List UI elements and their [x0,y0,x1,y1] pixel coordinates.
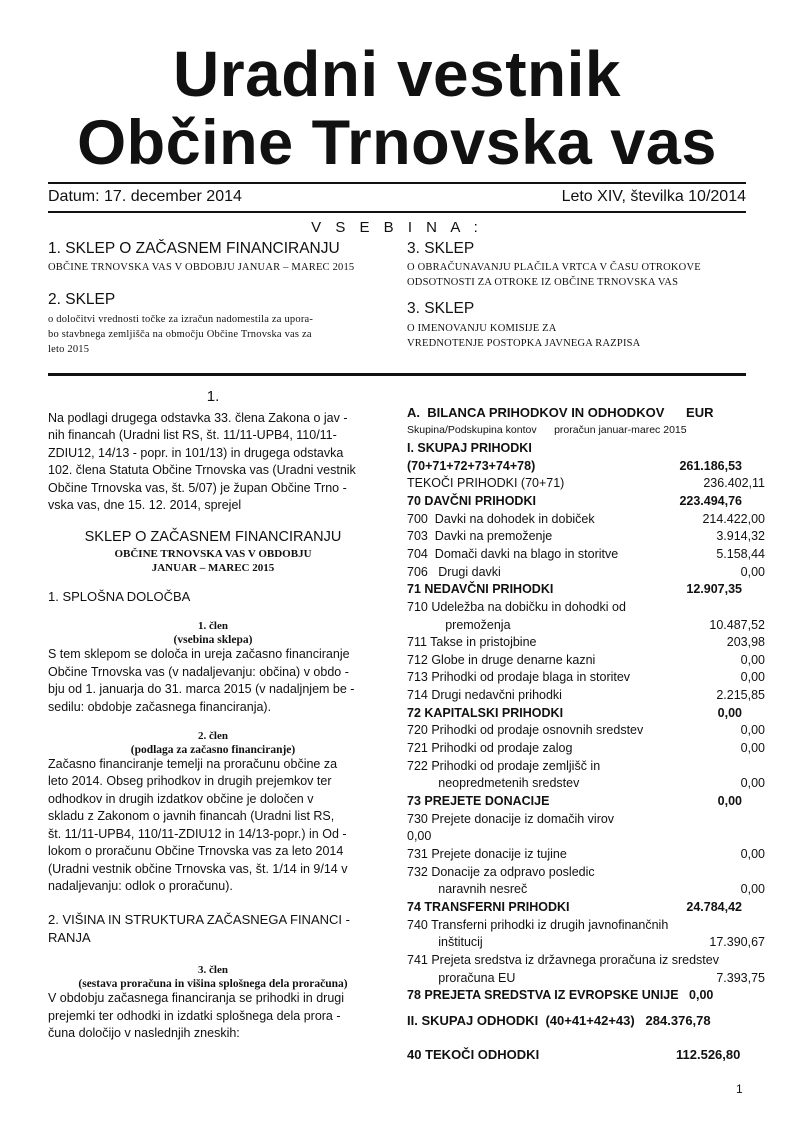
balance-row-value: 236.402,11 [703,476,765,491]
article-number: 3. člen [198,964,228,977]
balance-row-label: 73 PREJETE DONACIJE [407,794,550,808]
balance-row-label: TEKOČI PRIHODKI (70+71) [407,476,565,491]
balance-row-label: premoženja [407,617,511,632]
toc-item-1[interactable] [48,240,388,275]
balance-row-label: 741 Prejeta sredstva iz državnega proračuna iz sredstev [407,952,719,967]
text-line: čuna določijo v naslednjih zneskih: [48,1026,240,1041]
text-line: V obdobju začasnega financiranja se prihodki in drugi [48,991,345,1006]
article-number: 1. člen [198,620,228,633]
balance-row-label: 704 Domači davki na blago in storitve [407,546,619,561]
decree-subtitle: JANUAR – MAREC 2015 [151,562,275,575]
left-column [48,388,378,1043]
top-rule [48,182,746,184]
document-number: 1. [206,388,220,405]
balance-row-value: 5.158,44 [716,546,765,561]
article-subtitle: (sestava proračuna in višina splošnega dela proračuna) [78,978,348,991]
balance-row-label: 71 NEDAVČNI PRIHODKI [407,582,554,597]
balance-row-label: 74 TRANSFERNI PRIHODKI [407,899,570,914]
text-line: RANJA [48,930,91,946]
balance-row-value: 0,00 [740,846,765,861]
toc-item-title: 1. SKLEP O ZAČASNEM FINANCIRANJU [48,240,340,257]
balance-row-label: 712 Globe in druge denarne kazni [407,652,596,667]
current-expenditure-value: 112.526,80 [676,1047,741,1062]
article-number: 2. člen [198,730,228,743]
balance-row-label: 706 Drugi davki [407,564,501,579]
text-line: leto 2014. Obseg prihodkov in drugih prejemkov ter [48,774,332,789]
balance-row-label: 78 PREJETA SREDSTVA IZ EVROPSKE UNIJE 0,00 [407,988,714,1003]
balance-row-value: 0,00 [740,776,765,791]
text-line: nih financah (Uradni list RS, št. 11/11-UPB4, 110/11- [48,428,337,443]
dateline [48,188,746,206]
balance-row-value: 203,98 [726,635,765,650]
balance-row-value: 2.215,85 [716,688,765,703]
text-line: vska vas, dne 15. 12. 2014, sprejel [48,498,242,513]
balance-row-value: 12.907,35 [686,582,742,597]
text-line: prejemki ter odhodki in izdatki splošnega dela prora - [48,1008,341,1023]
toc-item-desc: O IMENOVANJU KOMISIJE ZA [407,323,557,334]
balance-row-value: 214.422,00 [702,511,765,526]
toc-item-4[interactable] [407,300,752,351]
balance-row-label: 730 Prejete donacije iz domačih virov [407,811,615,826]
toc-item-title: 3. SKLEP [407,300,475,317]
total-expenditure: II. SKUPAJ ODHODKI (40+41+42+43) 284.376,78 [407,1013,711,1028]
text-line: 2. VIŠINA IN STRUKTURA ZAČASNEGA FINANCI - [48,912,350,928]
text-line: ZDIU12, 14/13 - popr. in 101/13) in drugega odstavka [48,445,344,460]
balance-row-value: 10.487,52 [709,617,765,632]
balance-row-value: 0,00 [740,652,765,667]
issue-number: Leto XIV, številka 10/2014 [561,188,746,205]
toc-item-desc: O OBRAČUNAVANJU PLAČILA VRTCA V ČASU OTROKOVE [407,262,701,273]
balance-row-value: 0,00 [740,882,765,897]
balance-row-value: 24.784,42 [686,899,742,914]
text-line: št. 11/11-UPB4, 110/11-ZDIU12 in 14/13-popr.) in Od - [48,826,347,841]
balance-row-value: 0,00 [740,564,765,579]
toc-item-title: 2. SKLEP [48,291,116,308]
text-line: odhodkov in drugih izdatkov občine je določen v [48,791,314,806]
balance-row-label: 732 Donacije za odpravo posledic [407,864,595,879]
toc-item-desc: VREDNOTENJE POSTOPKA JAVNEGA RAZPISA [407,338,641,349]
balance-row-label: 722 Prihodki od prodaje zemljišč in [407,758,601,773]
balance-row-value: 261.186,53 [679,458,742,473]
text-line: sedilu: obdobje začasnega financiranja). [48,699,272,714]
balance-row-label: 731 Prejete donacije iz tujine [407,846,567,861]
section-heading: 1. SPLOŠNA DOLOČBA [48,589,191,605]
balance-row-value: 7.393,75 [716,970,765,985]
balance-row-value: 0,00 [740,670,765,685]
page-number: 1 [736,1082,743,1096]
text-line: 102. člena Statuta Občine Trnovska vas (Uradni vestnik [48,463,356,478]
balance-row-value: 223.494,76 [679,493,742,508]
current-expenditure-label: 40 TEKOČI ODHODKI [407,1047,540,1062]
toc-item-3[interactable] [407,240,752,290]
balance-row-label: 720 Prihodki od prodaje osnovnih sredstev [407,723,644,738]
balance-row-label: 740 Transferni prihodki iz drugih javnofinančnih [407,917,669,932]
article-subtitle: (vsebina sklepa) [173,634,253,647]
text-line: Občine Trnovska vas, št. 5/07) je župan Občine Trno - [48,480,347,495]
balance-row-label: (70+71+72+73+74+78) [407,458,536,473]
article-subtitle: (podlaga za začasno financiranje) [130,744,296,757]
preamble [48,410,378,514]
text-line: nadaljevanju: odlok o proračunu). [48,878,233,893]
balance-heading: A. BILANCA PRIHODKOV IN ODHODKOV EUR [407,405,714,420]
toc-item-desc: leto 2015 [48,344,90,355]
balance-row-value: 3.914,32 [716,529,765,544]
balance-row-label: 700 Davki na dohodek in dobiček [407,511,595,526]
balance-row-value: 17.390,67 [709,935,765,950]
text-line: S tem sklepom se določa in ureja začasno financiranje [48,647,350,662]
decree-subtitle: OBČINE TRNOVSKA VAS V OBDOBJU [114,548,312,561]
section-heading [48,911,378,947]
toc-item-desc: o določitvi vrednosti točke za izračun nadomestila za upora- [48,314,314,325]
balance-row-value: 0,00 [740,741,765,756]
balance-row-label: 72 KAPITALSKI PRIHODKI [407,705,564,720]
text-line: Začasno financiranje temelji na proračunu občine za [48,757,338,772]
decree-title: SKLEP O ZAČASNEM FINANCIRANJU [84,529,342,546]
balance-row-label: naravnih nesreč [407,882,528,897]
toc-item-desc: ODSOTNOSTI ZA OTROKE IZ OBČINE TRNOVSKA VAS [407,277,679,288]
balance-row-value: 0,00 [717,794,742,808]
article-text [48,990,378,1042]
contents-label: V S E B I N A : [311,219,483,236]
text-line: skladu z Zakonom o javnih financah (Uradni list RS, [48,809,335,824]
balance-row-label: proračuna EU [407,970,516,985]
date-rule [48,211,746,213]
balance-row-label: 0,00 [407,829,432,844]
balance-row-label: 721 Prihodki od prodaje zalog [407,741,573,756]
section-rule [48,373,746,376]
text-line: (Uradni vestnik občine Trnovska vas, št. 1/14 in 9/14 v [48,861,348,876]
toc-item-desc: OBČINE TRNOVSKA VAS V OBDOBJU JANUAR – MAREC 2015 [48,262,355,273]
issue-date: Datum: 17. december 2014 [48,188,242,205]
article-text [48,756,378,895]
toc-item-2[interactable] [48,291,393,357]
balance-row-label: I. SKUPAJ PRIHODKI [407,441,532,455]
toc-item-desc: bo stavbnega zemljišča na območju Občine Trnovska vas za [48,329,312,340]
balance-row-label: 713 Prihodki od prodaje blaga in storitev [407,670,631,685]
balance-row-label: inštitucij [407,935,483,950]
toc-item-title: 3. SKLEP [407,240,475,257]
masthead-line-2: Občine Trnovska vas [77,108,717,178]
balance-row-label: 714 Drugi nedavčni prihodki [407,688,562,703]
balance-row-label: 710 Udeležba na dobičku in dohodki od [407,599,626,614]
balance-row-value: 0,00 [740,723,765,738]
masthead-line-1: Uradni vestnik [172,38,622,110]
balance-row-label: 70 DAVČNI PRIHODKI [407,493,536,508]
balance-row-label: 703 Davki na premoženje [407,529,553,544]
balance-row-label: neopredmetenih sredstev [407,776,580,791]
article-text [48,646,378,716]
balance-row-label: 711 Takse in pristojbine [407,635,537,650]
text-line: bju od 1. januarja do 31. marca 2015 (v nadaljnjem be - [48,682,355,697]
text-line: Na podlagi drugega odstavka 33. člena Zakona o jav - [48,411,348,425]
balance-row-value: 0,00 [717,705,742,720]
text-line: Občine Trnovska vas (v nadaljevanju: občina) v obdo - [48,664,349,679]
text-line: lokom o proračunu Občine Trnovska vas za leto 2014 [48,844,344,859]
balance-subheading: Skupina/Podskupina kontov proračun januar-marec 2015 [407,424,687,436]
